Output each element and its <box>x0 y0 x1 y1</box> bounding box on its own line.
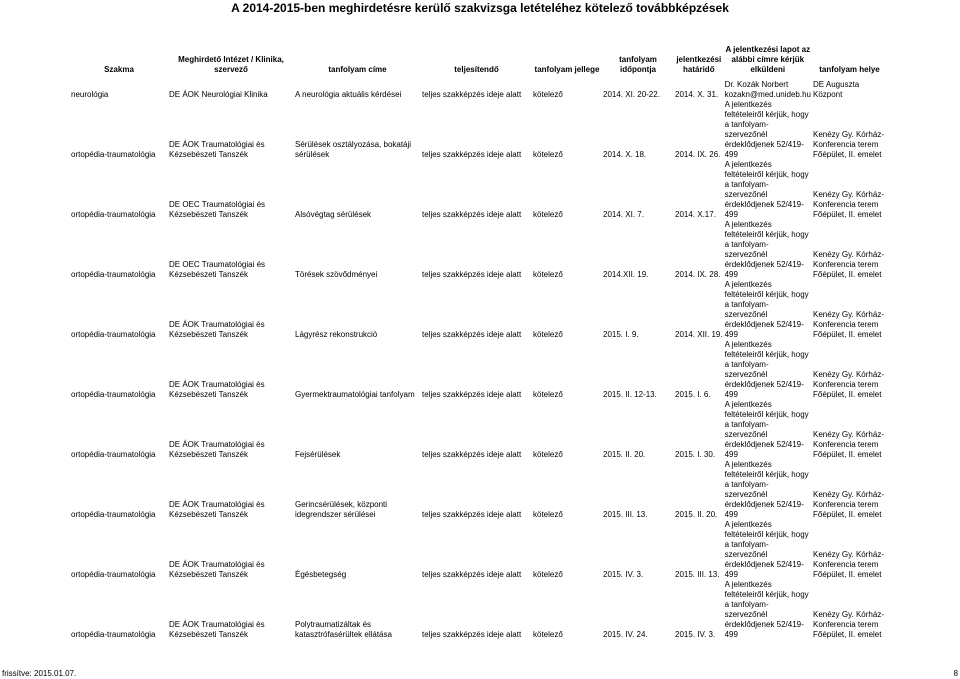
requirement-cell: teljes szakképzés ideje alatt <box>422 330 522 339</box>
spec-cell: ortopédia-traumatológia <box>71 630 156 639</box>
header-title: tanfolyam címe <box>328 65 387 74</box>
page-number: 8 <box>953 669 958 678</box>
header-req: teljesítendő <box>454 65 499 74</box>
type-cell: kötelező <box>533 510 563 519</box>
deadline-cell: 2015. I. 6. <box>675 390 711 399</box>
deadline-cell: 2015. II. 20. <box>675 510 718 519</box>
contact-cell: A jelentkezés feltételeiről kérjük, hogy a tanfolyam-szervezőnél érdeklődjenek 52/419-499 <box>724 340 809 399</box>
venue-cell: Kenézy Gy. Kórház-Konferencia terem Főépület, II. emelet <box>812 310 884 339</box>
header-type: tanfolyam jellege <box>534 65 600 74</box>
page-title: A 2014-2015-ben meghirdetésre kerülő szakvizsga letételéhez kötelező továbbképzések <box>231 1 729 15</box>
table-row <box>70 280 887 340</box>
table-row <box>70 75 887 100</box>
date-cell: 2015. IV. 3. <box>603 570 644 579</box>
table-row <box>70 220 887 280</box>
venue-cell: Kenézy Gy. Kórház-Konferencia terem Főépület, II. emelet <box>812 190 884 219</box>
contact-cell: Dr. Kozák Norbert kozakn@med.unideb.hu <box>724 80 811 99</box>
header-contact: A jelentkezési lapot az alábbi címre kérjük elküldeni <box>725 45 811 74</box>
requirement-cell: teljes szakképzés ideje alatt <box>422 450 522 459</box>
spec-cell: ortopédia-traumatológia <box>71 450 156 459</box>
header-deadline: jelentkezési határidő <box>676 55 722 74</box>
institute-cell: DE ÁOK Traumatológiai és Kézsebészeti Tanszék <box>169 560 265 579</box>
course-title-cell: Gerincsérülések, központi idegrendszer sérülései <box>295 500 388 519</box>
deadline-cell: 2014. IX. 26. <box>675 150 721 159</box>
table-header-row <box>70 42 887 75</box>
requirement-cell: teljes szakképzés ideje alatt <box>422 150 522 159</box>
institute-cell: DE ÁOK Traumatológiai és Kézsebészeti Tanszék <box>169 500 265 519</box>
date-cell: 2015. IV. 24. <box>603 630 648 639</box>
requirement-cell: teljes szakképzés ideje alatt <box>422 210 522 219</box>
requirement-cell: teljes szakképzés ideje alatt <box>422 90 522 99</box>
venue-cell: Kenézy Gy. Kórház-Konferencia terem Főépület, II. emelet <box>812 370 884 399</box>
spec-cell: ortopédia-traumatológia <box>71 390 156 399</box>
venue-cell: Kenézy Gy. Kórház-Konferencia terem Főépület, II. emelet <box>812 430 884 459</box>
spec-cell: neurológia <box>71 90 109 99</box>
courses-table <box>70 42 887 640</box>
table-row <box>70 100 887 160</box>
venue-cell: Kenézy Gy. Kórház-Konferencia terem Főépület, II. emelet <box>812 250 884 279</box>
date-cell: 2014. XI. 20-22. <box>603 90 660 99</box>
spec-cell: ortopédia-traumatológia <box>71 510 156 519</box>
type-cell: kötelező <box>533 90 563 99</box>
deadline-cell: 2014. XII. 19. <box>675 330 723 339</box>
deadline-cell: 2015. III. 13. <box>675 570 720 579</box>
type-cell: kötelező <box>533 270 563 279</box>
header-inst: Meghirdető Intézet / Klinika, szervező <box>178 55 284 74</box>
institute-cell: DE ÁOK Traumatológiai és Kézsebészeti Tanszék <box>169 380 265 399</box>
deadline-cell: 2015. IV. 3. <box>675 630 716 639</box>
date-cell: 2015. II. 12-13. <box>603 390 657 399</box>
requirement-cell: teljes szakképzés ideje alatt <box>422 570 522 579</box>
institute-cell: DE OEC Traumatológiai és Kézsebészeti Tanszék <box>169 200 266 219</box>
date-cell: 2014. X. 18. <box>603 150 647 159</box>
table-row <box>70 460 887 520</box>
requirement-cell: teljes szakképzés ideje alatt <box>422 390 522 399</box>
spec-cell: ortopédia-traumatológia <box>71 330 156 339</box>
date-cell: 2014.XII. 19. <box>603 270 649 279</box>
type-cell: kötelező <box>533 210 563 219</box>
course-title-cell: Gyermektraumatológiai tanfolyam <box>295 390 415 399</box>
course-title-cell: Polytraumatizáltak és katasztrófasérültek ellátása <box>295 620 392 639</box>
course-title-cell: Lágyrész rekonstrukció <box>295 330 378 339</box>
type-cell: kötelező <box>533 630 563 639</box>
course-title-cell: Törések szövődményei <box>295 270 378 279</box>
contact-cell: A jelentkezés feltételeiről kérjük, hogy a tanfolyam-szervezőnél érdeklődjenek 52/419-499 <box>724 280 809 339</box>
venue-cell: DE Auguszta Központ <box>812 80 860 99</box>
institute-cell: DE ÁOK Traumatológiai és Kézsebészeti Tanszék <box>169 620 265 639</box>
course-title-cell: Fejsérülések <box>295 450 341 459</box>
spec-cell: ortopédia-traumatológia <box>71 150 156 159</box>
venue-cell: Kenézy Gy. Kórház-Konferencia terem Főépület, II. emelet <box>812 610 884 639</box>
venue-cell: Kenézy Gy. Kórház-Konferencia terem Főépület, II. emelet <box>812 130 884 159</box>
requirement-cell: teljes szakképzés ideje alatt <box>422 510 522 519</box>
date-cell: 2015. I. 9. <box>603 330 639 339</box>
type-cell: kötelező <box>533 330 563 339</box>
contact-cell: A jelentkezés feltételeiről kérjük, hogy a tanfolyam-szervezőnél érdeklődjenek 52/419-499 <box>724 520 809 579</box>
type-cell: kötelező <box>533 150 563 159</box>
deadline-cell: 2014. IX. 28. <box>675 270 721 279</box>
deadline-cell: 2014. X.17. <box>675 210 716 219</box>
date-cell: 2014. XI. 7. <box>603 210 644 219</box>
contact-cell: A jelentkezés feltételeiről kérjük, hogy a tanfolyam-szervezőnél érdeklődjenek 52/419-499 <box>724 220 809 279</box>
date-cell: 2015. III. 13. <box>603 510 648 519</box>
type-cell: kötelező <box>533 570 563 579</box>
header-spec: Szakma <box>104 65 134 74</box>
spec-cell: ortopédia-traumatológia <box>71 570 156 579</box>
table-row <box>70 340 887 400</box>
venue-cell: Kenézy Gy. Kórház-Konferencia terem Főépület, II. emelet <box>812 490 884 519</box>
requirement-cell: teljes szakképzés ideje alatt <box>422 630 522 639</box>
spec-cell: ortopédia-traumatológia <box>71 270 156 279</box>
type-cell: kötelező <box>533 390 563 399</box>
deadline-cell: 2015. I. 30. <box>675 450 716 459</box>
table-row <box>70 400 887 460</box>
institute-cell: DE OEC Traumatológiai és Kézsebészeti Tanszék <box>169 260 266 279</box>
institute-cell: DE ÁOK Traumatológiai és Kézsebészeti Tanszék <box>169 320 265 339</box>
table-row <box>70 520 887 580</box>
contact-cell: A jelentkezés feltételeiről kérjük, hogy a tanfolyam-szervezőnél érdeklődjenek 52/419-499 <box>724 580 809 639</box>
course-title-cell: Alsóvégtag sérülések <box>295 210 372 219</box>
table-row <box>70 160 887 220</box>
header-venue: tanfolyam helye <box>819 65 880 74</box>
contact-cell: A jelentkezés feltételeiről kérjük, hogy a tanfolyam-szervezőnél érdeklődjenek 52/419-499 <box>724 160 809 219</box>
institute-cell: DE ÁOK Traumatológiai és Kézsebészeti Tanszék <box>169 440 265 459</box>
updated-date: frissítve: 2015.01.07. <box>2 669 77 678</box>
course-title-cell: Égésbetegség <box>295 570 347 579</box>
deadline-cell: 2014. X. 31. <box>675 90 719 99</box>
contact-cell: A jelentkezés feltételeiről kérjük, hogy a tanfolyam-szervezőnél érdeklődjenek 52/419-499 <box>724 400 809 459</box>
header-date: tanfolyam időpontja <box>619 55 657 74</box>
institute-cell: DE ÁOK Neurológiai Klinika <box>169 90 268 99</box>
type-cell: kötelező <box>533 450 563 459</box>
spec-cell: ortopédia-traumatológia <box>71 210 156 219</box>
course-title-cell: A neurológia aktuális kérdései <box>295 90 402 99</box>
requirement-cell: teljes szakképzés ideje alatt <box>422 270 522 279</box>
contact-cell: A jelentkezés feltételeiről kérjük, hogy a tanfolyam-szervezőnél érdeklődjenek 52/419-499 <box>724 100 809 159</box>
course-title-cell: Sérülések osztályozása, bokatáji sérülések <box>295 140 412 159</box>
table-row <box>70 580 887 640</box>
date-cell: 2015. II. 20. <box>603 450 646 459</box>
institute-cell: DE ÁOK Traumatológiai és Kézsebészeti Tanszék <box>169 140 265 159</box>
contact-cell: A jelentkezés feltételeiről kérjük, hogy a tanfolyam-szervezőnél érdeklődjenek 52/419-499 <box>724 460 809 519</box>
venue-cell: Kenézy Gy. Kórház-Konferencia terem Főépület, II. emelet <box>812 550 884 579</box>
